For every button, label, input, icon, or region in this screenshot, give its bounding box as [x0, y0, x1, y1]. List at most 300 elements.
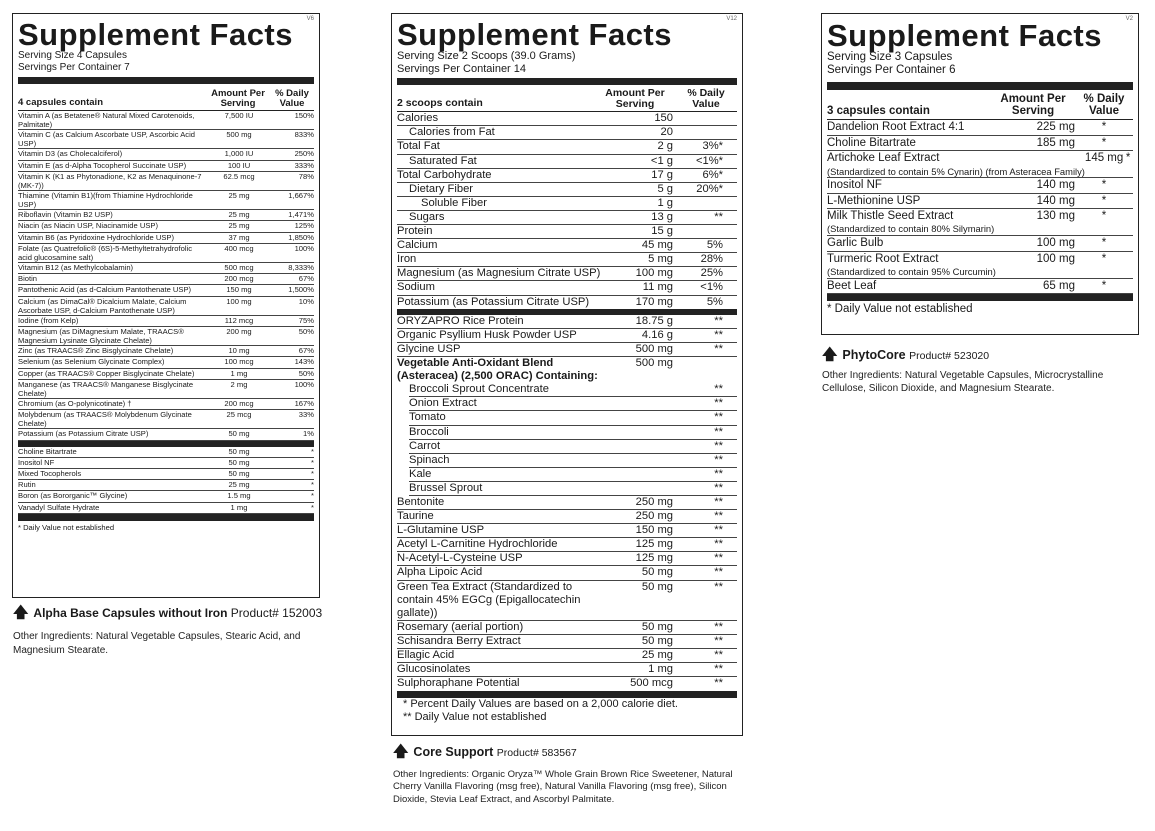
table-row — [18, 480, 314, 491]
ingredient-name-text: Vitamin B6 (as Pyridoxine Hydrochloride USP) — [18, 232, 175, 242]
ingredient-name-text: Vegetable Anti-Oxidant Blend (Asteracea) (2,500 ORAC) Containing: — [397, 357, 598, 383]
ingredient-name-text: Vitamin E (as d-Alpha Tocopherol Succinate USP) — [18, 160, 187, 170]
ingredient-name — [18, 244, 208, 262]
daily-value: 250% — [294, 149, 314, 159]
product-number: Product# 583567 — [496, 747, 577, 759]
table-row — [827, 151, 1133, 178]
amount-per-serving: 65 mg — [1043, 279, 1075, 292]
standardization-note: (Standardized to contain 80% Silymarin) — [827, 223, 995, 235]
daily-value: 167% — [294, 399, 314, 408]
ingredient-name — [18, 410, 208, 428]
table-row — [18, 399, 314, 410]
amount-per-serving: 25 mg — [228, 221, 250, 231]
ingredient-name-text: N-Acetyl-L-Cysteine USP — [397, 552, 523, 565]
ingredient-name-text: Choline Bitartrate — [827, 136, 916, 149]
ingredient-name — [827, 209, 1011, 235]
daily-value: 125% — [294, 221, 314, 231]
ingredient-name — [18, 210, 208, 219]
daily-value: * — [1101, 179, 1107, 192]
table-row — [18, 130, 314, 149]
amount-per-serving: 200 mcg — [224, 399, 254, 408]
ingredient-name — [397, 126, 603, 139]
product-name: Alpha Base Capsules without Iron — [33, 606, 228, 620]
daily-value: 25% — [700, 267, 723, 280]
amount-per-serving: 145 mg — [1084, 152, 1124, 165]
ingredient-name — [397, 581, 603, 620]
table-row — [397, 267, 737, 281]
ingredient-name-text: Soluble Fiber — [421, 196, 487, 209]
ingredient-name — [18, 458, 208, 467]
table-row — [397, 169, 737, 183]
table-row — [18, 233, 314, 244]
amount-per-serving: 150 mg — [226, 285, 252, 295]
amount-per-serving: 100 mg — [635, 267, 673, 280]
amount-per-serving: 112 mcg — [224, 315, 254, 325]
version-label: V2 — [1125, 16, 1133, 22]
ingredient-name — [397, 296, 603, 309]
product-caption — [393, 741, 577, 766]
table-row — [18, 316, 314, 327]
ingredient-name-text: Protein — [397, 225, 433, 238]
column-header — [18, 84, 314, 111]
daily-value: ** — [714, 342, 723, 355]
daily-value: ** — [714, 510, 723, 523]
table-row — [409, 383, 737, 397]
ingredient-name-text: Molybdenum (as TRAACS® Molybdenum Glycinate Chelate) — [18, 410, 192, 429]
amount-per-serving: 100 mg — [226, 296, 252, 306]
table-row — [18, 263, 314, 274]
amount-per-serving: 100 mg — [1036, 237, 1075, 250]
header-amount: Amount Per Serving — [1000, 93, 1066, 117]
daily-value: 50% — [298, 368, 314, 378]
ingredient-name-text: Broccoli Sprout Concentrate — [409, 383, 549, 396]
amount-per-serving: 500 mcg — [630, 677, 673, 690]
ingredient-name-text: Onion Extract — [409, 397, 477, 410]
amount-per-serving: 100 IU — [227, 160, 251, 170]
table-row — [409, 454, 737, 468]
ingredient-name-text: Alpha Lipoic Acid — [397, 566, 483, 579]
amount-per-serving: 500 mg — [635, 342, 673, 355]
ingredient-name-text: Magnesium (as DiMagnesium Malate, TRAACS® Magnesium Lysinate Glycinate Chelate) — [18, 327, 184, 346]
amount-per-serving: 50 mg — [641, 566, 673, 579]
table-row — [397, 538, 737, 552]
amount-per-serving: 5 g — [657, 182, 673, 195]
ingredient-name-text: Iodine (from Kelp) — [18, 315, 79, 325]
nutrient-rows — [827, 120, 1133, 294]
version-label: V6 — [306, 16, 314, 22]
ingredient-name-text: Vitamin A (as Betatene® Natural Mixed Carotenoids, Palmitate) — [18, 111, 195, 130]
daily-value: 1,850% — [288, 232, 314, 242]
table-row — [18, 191, 314, 210]
ingredient-name-text: Schisandra Berry Extract — [397, 634, 521, 647]
ingredient-name-text: Selenium (as Selenium Glycinate Complex) — [18, 357, 165, 367]
table-row — [18, 172, 314, 191]
other-ingredients: Other Ingredients: Natural Vegetable Capsules, Stearic Acid, and Magnesium Stearate. — [13, 631, 301, 656]
thick-divider — [18, 77, 314, 84]
ingredient-name-text: Folate (as Quatrefolic® (6S)-5-Methyltetrahydrofolic acid glucosamine salt) — [18, 243, 192, 262]
ingredient-name-text: Sulphoraphane Potential — [397, 677, 520, 690]
ingredient-name-text: Riboflavin (Vitamin B2 USP) — [18, 210, 113, 220]
daily-value: <1%* — [695, 154, 723, 167]
serving-size: Serving Size 4 Capsules — [18, 50, 127, 61]
ingredient-name — [397, 677, 603, 690]
ingredient-name — [18, 491, 208, 500]
ingredient-name — [18, 399, 208, 408]
amount-per-serving: 200 mcg — [224, 274, 254, 284]
ingredient-name — [18, 191, 208, 209]
ingredient-name — [397, 357, 603, 383]
ingredient-name-text: Copper (as TRAACS® Copper Bisglycinate Chelate) — [18, 368, 195, 378]
ingredient-name-text: Turmeric Root Extract — [827, 252, 939, 265]
daily-value: 150% — [294, 111, 314, 120]
ingredient-name — [397, 663, 603, 676]
ingredient-name-text: Pantothenic Acid (as d-Calcium Pantothenate USP) — [18, 285, 192, 295]
amount-per-serving: 1 mg — [230, 368, 248, 378]
ingredient-name-text: Brussel Sprout — [409, 481, 483, 494]
table-row — [18, 458, 314, 469]
ingredient-name-text: Choline Bitartrate — [18, 446, 77, 456]
daily-value: ** — [714, 397, 723, 410]
amount-per-serving: 125 mg — [635, 538, 673, 551]
ingredient-name — [397, 552, 603, 565]
ingredient-name — [827, 279, 1011, 293]
table-row — [18, 161, 314, 172]
ingredient-name — [18, 297, 208, 315]
ingredient-name — [827, 136, 1011, 150]
ingredient-name-text: Vitamin D3 (as Cholecalciferol) — [18, 149, 123, 159]
ingredient-name-text: Inositol NF — [18, 457, 55, 467]
ingredient-name-text: Calories — [397, 112, 439, 125]
other-ingredient-rows — [397, 315, 737, 691]
ingredient-name-text: Ellagic Acid — [397, 649, 455, 662]
table-row — [397, 524, 737, 538]
ingredient-name — [397, 538, 603, 551]
ingredient-name-text: Calories from Fat — [409, 126, 495, 139]
table-row — [18, 429, 314, 440]
ingredient-name — [397, 225, 603, 238]
amount-per-serving: 400 mcg — [224, 243, 254, 253]
table-row — [397, 281, 737, 295]
ingredient-name — [397, 155, 603, 168]
amount-per-serving: 100 mcg — [224, 357, 254, 367]
panel-title: Supplement Facts — [397, 17, 672, 52]
table-row — [18, 285, 314, 296]
table-row — [18, 244, 314, 263]
amount-per-serving: 50 mg — [228, 429, 250, 439]
thick-divider — [397, 691, 737, 698]
amount-per-serving: <1 g — [650, 154, 673, 167]
ingredient-name — [397, 183, 603, 196]
ingredient-name-text: Spinach — [409, 453, 450, 466]
table-row — [18, 491, 314, 502]
amount-per-serving: 20 — [660, 126, 673, 139]
panel-title: Supplement Facts — [18, 17, 293, 52]
daily-value: ** — [714, 538, 723, 551]
amount-per-serving: 25 mg — [228, 480, 250, 490]
daily-value: ** — [714, 663, 723, 676]
daily-value: * — [1101, 279, 1107, 292]
ingredient-name-text: Vanadyl Sulfate Hydrate — [18, 502, 100, 512]
daily-value: ** — [714, 524, 723, 537]
ingredient-name — [18, 327, 208, 345]
ingredient-name-text: Bentonite — [397, 496, 445, 509]
amount-per-serving: 62.5 mcg — [223, 171, 255, 181]
daily-value: ** — [714, 620, 723, 633]
daily-value: 1,667% — [288, 191, 314, 201]
ingredient-name — [18, 233, 208, 242]
version-label: V12 — [726, 16, 737, 22]
amount-per-serving: 18.75 g — [635, 314, 673, 327]
table-row — [18, 469, 314, 480]
daily-value: ** — [714, 566, 723, 579]
daily-value: ** — [714, 677, 723, 690]
amount-per-serving: 500 mcg — [224, 263, 254, 273]
table-row — [397, 663, 737, 677]
other-ingredients: Other Ingredients: Natural Vegetable Capsules, Microcrystalline Cellulose, Silicon Dioxide, and Magnesium Stearate. — [822, 370, 1104, 394]
ingredient-name-text: Manganese (as TRAACS® Manganese Bisglycinate Chelate) — [18, 379, 194, 398]
amount-per-serving: 140 mg — [1036, 194, 1075, 207]
ingredient-name — [397, 211, 603, 224]
ingredient-name-text: Total Fat — [397, 140, 440, 153]
table-row — [397, 635, 737, 649]
ingredient-name — [397, 169, 603, 182]
daily-value: ** — [714, 453, 723, 466]
table-row — [397, 211, 737, 225]
ingredient-name — [18, 429, 208, 438]
ingredient-name-text: Organic Psyllium Husk Powder USP — [397, 328, 577, 341]
table-row — [18, 357, 314, 368]
daily-value: ** — [714, 425, 723, 438]
header-dv: % Daily Value — [275, 88, 309, 109]
daily-value: ** — [714, 314, 723, 327]
table-row — [397, 621, 737, 635]
product-caption — [13, 602, 322, 627]
amount-per-serving: 2 mg — [230, 379, 248, 389]
daily-value: * — [1125, 152, 1131, 165]
table-row — [18, 503, 314, 514]
header-dv: % Daily Value — [1083, 93, 1125, 117]
table-row — [397, 581, 737, 621]
daily-value: 8,333% — [288, 263, 314, 273]
ingredient-name — [18, 111, 208, 129]
amount-per-serving: 45 mg — [641, 239, 673, 252]
daily-value: * — [311, 446, 314, 456]
table-row — [397, 197, 737, 211]
table-row — [397, 183, 737, 197]
standardization-note: (Standardized to contain 5% Cynarin) (from Asteracea Family) — [827, 165, 1085, 177]
ingredient-name — [18, 130, 208, 148]
supplement-facts-panel-phytocore — [821, 13, 1139, 335]
ingredient-name — [397, 253, 603, 266]
ingredient-name-text: Sodium — [397, 281, 435, 294]
ingredient-name-text: Zinc (as TRAACS® Zinc Bisglycinate Chelate) — [18, 346, 174, 356]
daily-value: ** — [714, 383, 723, 396]
ingredient-name-text: Dandelion Root Extract 4:1 — [827, 121, 965, 134]
column-header — [827, 90, 1133, 120]
product-number: Product# 152003 — [230, 606, 323, 620]
ingredient-name — [827, 151, 1085, 177]
table-row — [827, 136, 1133, 151]
ingredient-name — [18, 172, 208, 190]
ingredient-name — [397, 496, 603, 509]
amount-per-serving: 10 mg — [228, 346, 250, 356]
footnote-percent: * Percent Daily Values are based on a 2,000 calorie diet. — [403, 697, 678, 710]
column-header — [397, 85, 737, 112]
ingredient-name-text: Thiamine (Vitamin B1)(from Thiamine Hydrochloride USP) — [18, 191, 193, 210]
table-row — [397, 357, 737, 383]
amount-per-serving: 15 g — [651, 225, 673, 238]
table-row — [397, 140, 737, 154]
table-row — [827, 194, 1133, 209]
ingredient-name-text: Broccoli — [409, 425, 449, 438]
ingredient-name-text: Acetyl L-Carnitine Hydrochloride — [397, 538, 558, 551]
ingredient-name — [409, 440, 603, 453]
daily-value: * — [311, 502, 314, 512]
amount-per-serving: 200 mg — [226, 327, 252, 336]
amount-per-serving: 17 g — [651, 168, 673, 181]
daily-value: * — [1101, 136, 1107, 149]
ingredient-name — [397, 267, 603, 280]
arrow-up-icon: 🡅 — [393, 743, 409, 760]
ingredient-name — [397, 524, 603, 537]
serving-size: Serving Size 3 Capsules — [827, 51, 953, 63]
amount-per-serving: 37 mg — [228, 232, 250, 242]
product-caption — [822, 344, 989, 369]
daily-value: 20%* — [696, 182, 723, 195]
ingredient-name-text: Mixed Tocopherols — [18, 468, 82, 478]
standardization-note: (Standardized to contain 95% Curcumin) — [827, 265, 996, 277]
footnote: * Daily Value not established — [18, 522, 115, 532]
table-row — [397, 329, 737, 343]
ingredient-name — [397, 281, 603, 294]
header-amount: Amount Per Serving — [211, 88, 265, 109]
ingredient-name — [18, 469, 208, 478]
table-row — [18, 210, 314, 221]
ingredient-name — [18, 149, 208, 158]
ingredient-name-text: Rosemary (aerial portion) — [397, 620, 524, 633]
table-row — [397, 552, 737, 566]
ingredient-name — [827, 252, 1011, 278]
daily-value: 100% — [294, 379, 314, 389]
ingredient-name — [18, 357, 208, 366]
ingredient-name — [409, 468, 603, 481]
ingredient-name — [409, 426, 603, 439]
table-row — [827, 178, 1133, 193]
amount-per-serving: 50 mg — [228, 457, 250, 467]
ingredient-name-text: Milk Thistle Seed Extract — [827, 210, 954, 223]
table-row — [409, 411, 737, 425]
ingredient-name-text: L-Methionine USP — [827, 194, 921, 207]
ingredient-name-text: Saturated Fat — [409, 154, 477, 167]
ingredient-name — [18, 346, 208, 355]
daily-value: ** — [714, 328, 723, 341]
amount-per-serving: 1.5 mg — [227, 491, 251, 501]
daily-value: 5% — [706, 295, 723, 308]
table-row — [397, 566, 737, 580]
daily-value: * — [311, 468, 314, 478]
amount-per-serving: 125 mg — [635, 552, 673, 565]
amount-per-serving: 170 mg — [635, 295, 673, 308]
supplement-facts-panel-core-support — [391, 13, 743, 736]
daily-value: * — [1101, 121, 1107, 134]
daily-value: 1,500% — [288, 285, 314, 295]
ingredient-name-text: Calcium (as DimaCal® Dicalcium Malate, Calcium Ascorbate USP, d-Calcium Pantothenate USP) — [18, 296, 187, 315]
daily-value: <1% — [700, 281, 723, 294]
ingredient-name — [397, 635, 603, 648]
amount-per-serving: 25 mcg — [226, 410, 252, 420]
amount-per-serving: 1 g — [657, 196, 673, 209]
daily-value: ** — [714, 634, 723, 647]
daily-value: 3%* — [702, 140, 723, 153]
amount-per-serving: 50 mg — [228, 446, 250, 456]
amount-per-serving: 25 mg — [641, 649, 673, 662]
ingredient-name-text: Vitamin K (K1 as Phytonadione, K2 as Menaquinone-7 (MK-7)) — [18, 171, 202, 190]
daily-value: * — [1101, 194, 1107, 207]
ingredient-name — [397, 197, 603, 210]
amount-per-serving: 1,000 IU — [224, 149, 254, 159]
daily-value: 10% — [298, 296, 314, 306]
servings-per-container: Servings Per Container 7 — [18, 61, 130, 73]
ingredient-name-text: Boron (as Bororganic™ Glycine) — [18, 491, 128, 501]
daily-value: * — [311, 457, 314, 467]
daily-value: 5% — [706, 239, 723, 252]
daily-value: ** — [714, 552, 723, 565]
daily-value: 67% — [298, 346, 314, 356]
daily-value: 833% — [294, 130, 314, 140]
ingredient-name — [18, 380, 208, 398]
ingredient-name — [18, 221, 208, 230]
ingredient-name — [827, 236, 1011, 250]
ingredient-name-text: Potassium (as Potassium Citrate USP) — [18, 429, 149, 439]
ingredient-name — [397, 140, 603, 153]
table-row — [409, 426, 737, 440]
table-row — [397, 343, 737, 357]
daily-value: 78% — [298, 171, 314, 181]
daily-value: ** — [714, 649, 723, 662]
table-row — [397, 126, 737, 140]
ingredient-name-text: Potassium (as Potassium Citrate USP) — [397, 295, 590, 308]
daily-value: * — [1101, 210, 1107, 223]
ingredient-name — [409, 383, 603, 396]
product-name: PhytoCore — [842, 348, 906, 362]
ingredient-name — [18, 161, 208, 170]
daily-value: ** — [714, 496, 723, 509]
ingredient-name-text: Artichoke Leaf Extract — [827, 152, 940, 165]
thick-divider — [18, 514, 314, 521]
table-row — [18, 149, 314, 160]
amount-per-serving: 7,500 IU — [224, 111, 254, 120]
daily-value: 1,471% — [288, 210, 314, 220]
table-row — [397, 677, 737, 690]
arrow-up-icon: 🡅 — [13, 604, 29, 621]
product-number: Product# 523020 — [909, 350, 990, 362]
daily-value: * — [311, 480, 314, 490]
ingredient-name — [18, 480, 208, 489]
servings-per-container: Servings Per Container 6 — [827, 64, 956, 77]
table-row — [827, 236, 1133, 251]
table-row — [18, 111, 314, 130]
table-row — [397, 649, 737, 663]
ingredient-name-text: Iron — [397, 253, 417, 266]
supplement-facts-panel-alpha-base — [12, 13, 320, 598]
daily-value: * — [311, 491, 314, 501]
daily-value: 143% — [294, 357, 314, 367]
ingredient-name — [18, 263, 208, 272]
ingredient-name — [18, 274, 208, 283]
amount-per-serving: 185 mg — [1036, 136, 1075, 149]
daily-value: 1% — [303, 429, 314, 439]
table-row — [18, 274, 314, 285]
